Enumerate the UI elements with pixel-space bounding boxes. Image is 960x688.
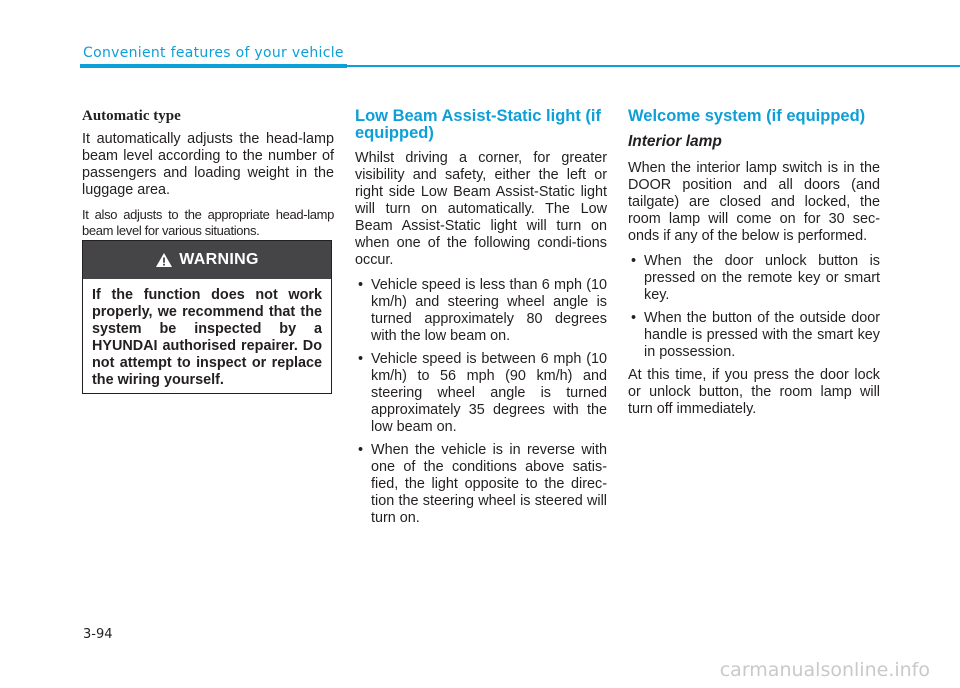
low-beam-assist-heading: Low Beam Assist-Static light (if equipped) [355, 107, 602, 142]
welcome-system-heading: Welcome system (if equipped) [628, 107, 866, 125]
warning-triangle-icon [155, 252, 173, 268]
list-item: • When the button of the outside door handle is pressed with the smart key in possession. [628, 310, 880, 361]
site-watermark: carmanualsonline.info [719, 659, 930, 681]
warning-text: If the function does not work properly, we recommend that the system be inspected by a HYUNDAI authorised repairer. Do not attempt to inspect or replace the wiring yourself. [92, 287, 322, 388]
section-header-title: Convenient features of your vehicle [83, 45, 344, 61]
list-item: • Vehicle speed is less than 6 mph (10 km/h) and steering wheel angle is turned approximately 80 degrees with the low beam on. [355, 277, 607, 345]
automatic-type-note: It also adjusts to the appropriate head-lamp beam level for various situations. [82, 207, 334, 238]
header-accent-bar [80, 64, 347, 68]
list-item: • Vehicle speed is between 6 mph (10 km/h) to 56 mph (90 km/h) and steering wheel angle is turned approximately 35 degrees with the low beam on. [355, 351, 607, 436]
page-number: 3-94 [83, 627, 113, 642]
warning-label: WARNING [179, 251, 259, 268]
right-column [628, 108, 880, 426]
list-item: • When the door unlock button is pressed on the remote key or smart key. [628, 253, 880, 304]
list-item: • When the vehicle is in reverse with one of the conditions above satis-fied, the light opposite to the direc-tion the steering wheel is steered will turn on. [355, 442, 607, 527]
left-column [82, 108, 334, 247]
automatic-type-heading: Automatic type [82, 108, 181, 124]
warning-header [83, 241, 331, 279]
header-rule-line [347, 65, 960, 67]
low-beam-assist-intro: Whilst driving a corner, for greater visibility and safety, either the left or right side Low Beam Assist-Static light will turn on automatically. The Low Beam Assist-Static light will turn on when one of the following condi-tions occur. [355, 150, 607, 268]
interior-lamp-subheading: Interior lamp [628, 133, 722, 150]
interior-lamp-intro: When the interior lamp switch is in the DOOR position and all doors (and tailgate) are closed and locked, the room lamp will come on for 30 sec-onds if any of the below is performed. [628, 160, 880, 244]
interior-lamp-outro: At this time, if you press the door lock or unlock button, the room lamp will turn off immediately. [628, 367, 880, 417]
middle-column [355, 108, 607, 533]
low-beam-conditions-list [355, 277, 607, 527]
automatic-type-paragraph: It automatically adjusts the head-lamp beam level according to the number of passengers and loading weight in the luggage area. [82, 131, 334, 198]
interior-lamp-conditions-list [628, 253, 880, 361]
warning-box [82, 240, 332, 394]
